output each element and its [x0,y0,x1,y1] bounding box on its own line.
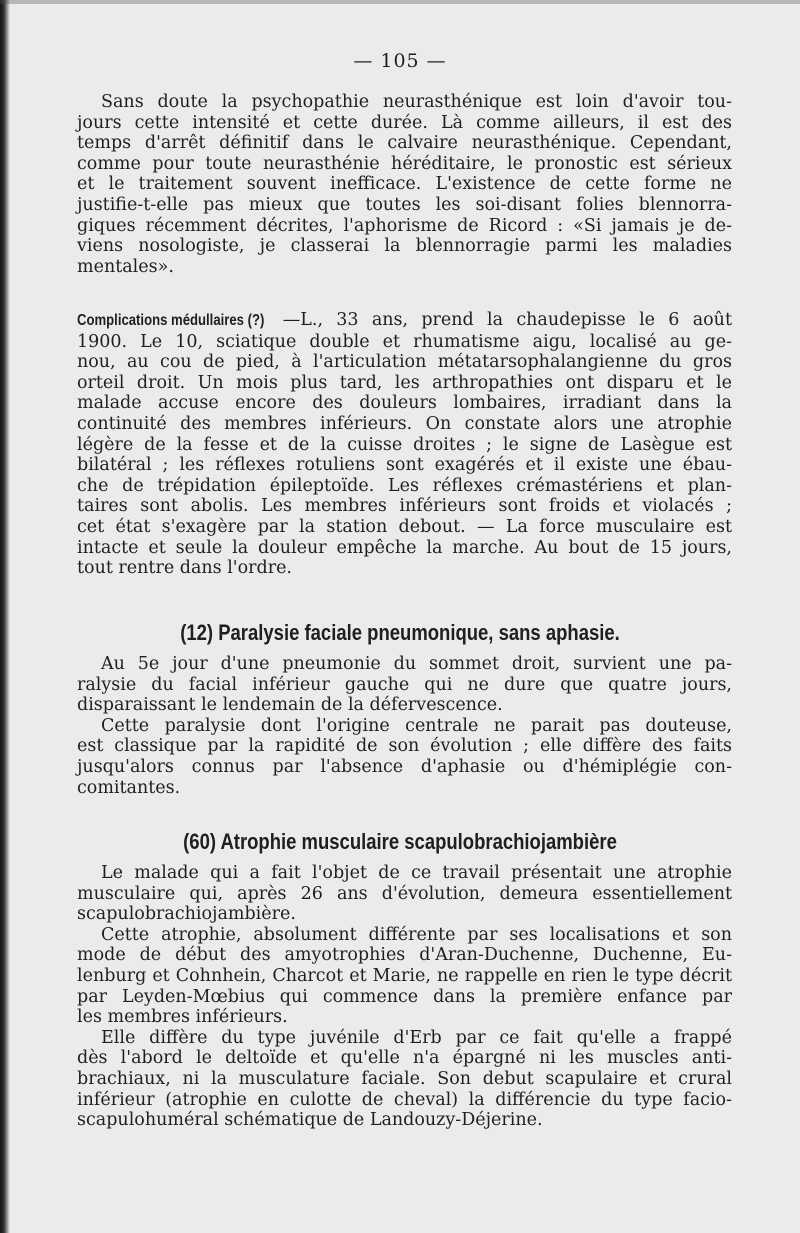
text-line: continuité des membres inférieurs. On constate alors une atrophie [77,413,732,434]
text-line: nou, au cou de pied, à l'articulation métatarsophalangienne du gros [77,352,732,373]
text-line: et le traitement souvent inefficace. L'existence de cette forme ne [77,174,732,195]
section-60-title: (60) Atrophie musculaire scapulobrachiojambière [183,829,617,854]
text-line: musculaire qui, après 26 ans d'évolution, demeura essentiellement [77,883,732,904]
text-line: giques récemment décrites, l'aphorisme de Ricord : «Si jamais je de- [77,215,732,236]
text-line: malade accuse encore des douleurs lombaires, irradiant dans la [77,393,732,414]
text-line: Au 5e jour d'une pneumonie du sommet droit, survient une pa- [101,654,732,674]
text-line: justifie-t-elle pas mieux que toutes les soi-disant folies blennorra- [77,194,732,215]
text-line: Cette atrophie, absolument différente par ses localisations et son [101,924,732,945]
text-line: brachiaux, ni la musculature faciale. Son debut scapulaire et crural [77,1068,732,1089]
text-line: bilatéral ; les réflexes rotuliens sont exagérés et il existe une ébau- [77,455,732,476]
text-line: Cette paralysie dont l'origine centrale ne parait pas douteuse, [101,715,732,736]
page-number: — 105 — [353,50,447,72]
text-line: scapulobrachiojambière. [77,904,296,925]
text-line: lenburg et Cohnhein, Charcot et Marie, ne rappelle en rien le type décrit [77,965,732,986]
text-line: comitantes. [77,777,181,798]
section-60-body [77,863,732,1131]
text-line: disparaissant le lendemain de la défervescence. [77,695,503,716]
text-line: inférieur (atrophie en culotte de cheval) la différencie du type facio- [77,1089,732,1110]
section-12-body [77,654,732,798]
complications-first-line: —L., 33 ans, prend la chaudepisse le 6 août [282,310,732,330]
text-line: cet état s'exagère par la station debout. — La force musculaire est [77,516,732,537]
page-top-edge [0,0,800,4]
complications-paragraph [77,310,732,579]
text-line: dès l'abord le deltoïde et qu'elle n'a épargné ni les muscles anti- [77,1048,732,1069]
text-line: est classique par la rapidité de son évolution ; elle diffère des faits [77,736,732,757]
section-12-title: (12) Paralysie faciale pneumonique, sans aphasie. [180,620,620,645]
text-line: temps d'arrêt définitif dans le calvaire neurasthénique. Cependant, [77,133,732,154]
text-line: orteil droit. Un mois plus tard, les arthropathies ont disparu et le [77,372,732,393]
text-line: scapulohuméral schématique de Landouzy-Déjerine. [77,1110,543,1131]
complications-heading: Complications médullaires (?) [77,312,265,329]
text-line: Sans doute la psychopathie neurasthénique est loin d'avoir tou- [101,92,732,112]
text-line [77,310,732,332]
text-line: légère de la fesse et de la cuisse droites ; le signe de Lasègue est [77,434,732,455]
text-line: intacte et seule la douleur empêche la marche. Au bout de 15 jours, [77,537,732,558]
text-line: jours cette intensité et cette durée. Là comme ailleurs, il est des [77,112,732,133]
text-line: taires sont abolis. Les membres inférieurs sont froids et violacés ; [77,496,732,517]
text-line: comme pour toute neurasthénie héréditaire, le pronostic est sérieux [77,153,732,174]
page-binding-shadow [0,0,10,1233]
text-line: Le malade qui a fait l'objet de ce travail présentait une atrophie [101,863,732,883]
text-line: mode de début des amyotrophies d'Aran-Duchenne, Duchenne, Eu- [77,945,732,966]
text-line: ralysie du facial inférieur gauche qui ne dure que quatre jours, [77,674,732,695]
text-line: Elle diffère du type juvénile d'Erb par ce fait qu'elle a frappé [101,1027,732,1048]
text-line: par Leyden-Mœbius qui commence dans la première enfance par [77,986,732,1007]
intro-paragraph [77,92,732,277]
text-line: les membres inférieurs. [77,1007,288,1028]
text-line: jusqu'alors connus par l'absence d'aphasie ou d'hémiplégie con- [77,756,732,777]
text-line: tout rentre dans l'ordre. [77,558,292,579]
text-line: viens nosologiste, je classerai la blennorragie parmi les maladies [77,236,732,257]
text-line: mentales». [77,256,174,277]
text-line: 1900. Le 10, sciatique double et rhumatisme aigu, localisé au ge- [77,331,732,352]
text-line: che de trépidation épileptoïde. Les réflexes crémastériens et plan- [77,475,732,496]
